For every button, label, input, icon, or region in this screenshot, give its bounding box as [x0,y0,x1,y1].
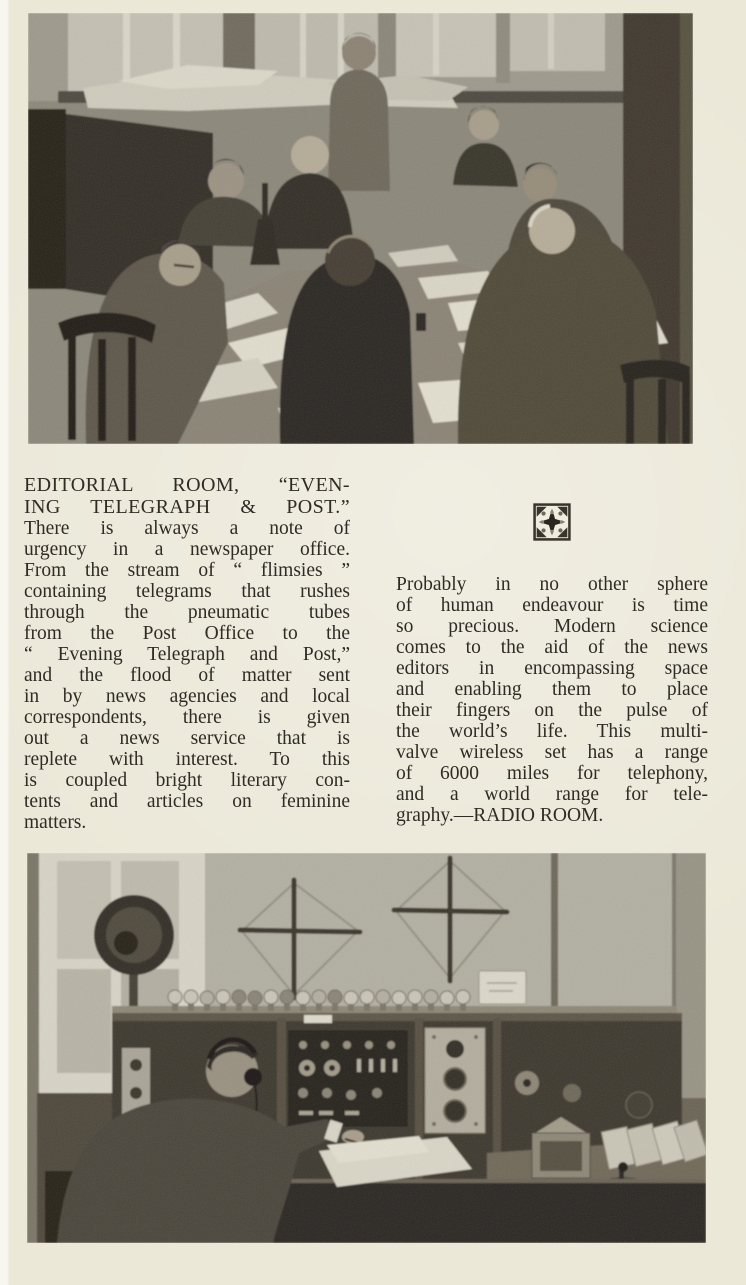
radio-room-illustration [27,853,706,1243]
radio-room-photo [27,853,706,1243]
text-line: out a news service that is [24,728,350,749]
text-line: containing telegrams that rushes [24,581,350,602]
right-text-column [396,503,708,826]
photo-grain [27,853,706,1243]
text-line: “ Evening Telegraph and Post,” [24,644,350,665]
article-heading [24,474,350,518]
text-line: and the flood of matter sent [24,665,350,686]
photo-grain [28,13,693,444]
left-paragraph [24,518,350,833]
text-line: urgency in a newspaper office. [24,539,350,560]
fleuron-square-star-icon [533,503,571,541]
text-line: valve wireless set has a range [396,742,708,763]
text-line: from the Post Office to the [24,623,350,644]
text-line: ING TELEGRAPH & POST.” [24,496,350,518]
text-line: editors in encompassing space [396,658,708,679]
text-line: tents and articles on feminine [24,791,350,812]
text-line: of 6000 miles for telephony, [396,763,708,784]
text-line: graphy.—RADIO ROOM. [396,805,604,826]
text-line: replete with interest. To this [24,749,350,770]
right-paragraph [396,574,708,826]
text-line: of human endeavour is time [396,595,708,616]
text-line: their fingers on the pulse of [396,700,708,721]
text-line: Probably in no other sphere [396,574,708,595]
text-line: There is always a note of [24,518,350,539]
editorial-room-illustration [28,13,693,444]
text-line: so precious. Modern science [396,616,708,637]
text-line: and enabling them to place [396,679,708,700]
text-line: in by news agencies and local [24,686,350,707]
fleuron-ornament [396,503,708,541]
text-line: From the stream of “ flimsies ” [24,560,350,581]
text-line: through the pneumatic tubes [24,602,350,623]
left-text-column [24,474,350,833]
text-line: is coupled bright literary con- [24,770,350,791]
text-line: matters. [24,812,87,833]
editorial-room-photo [28,13,693,444]
text-line: and a world range for tele- [396,784,708,805]
text-line: EDITORIAL ROOM, “EVEN- [24,474,350,496]
text-line: the world’s life. This multi- [396,721,708,742]
text-line: correspondents, there is given [24,707,350,728]
text-line: comes to the aid of the news [396,637,708,658]
